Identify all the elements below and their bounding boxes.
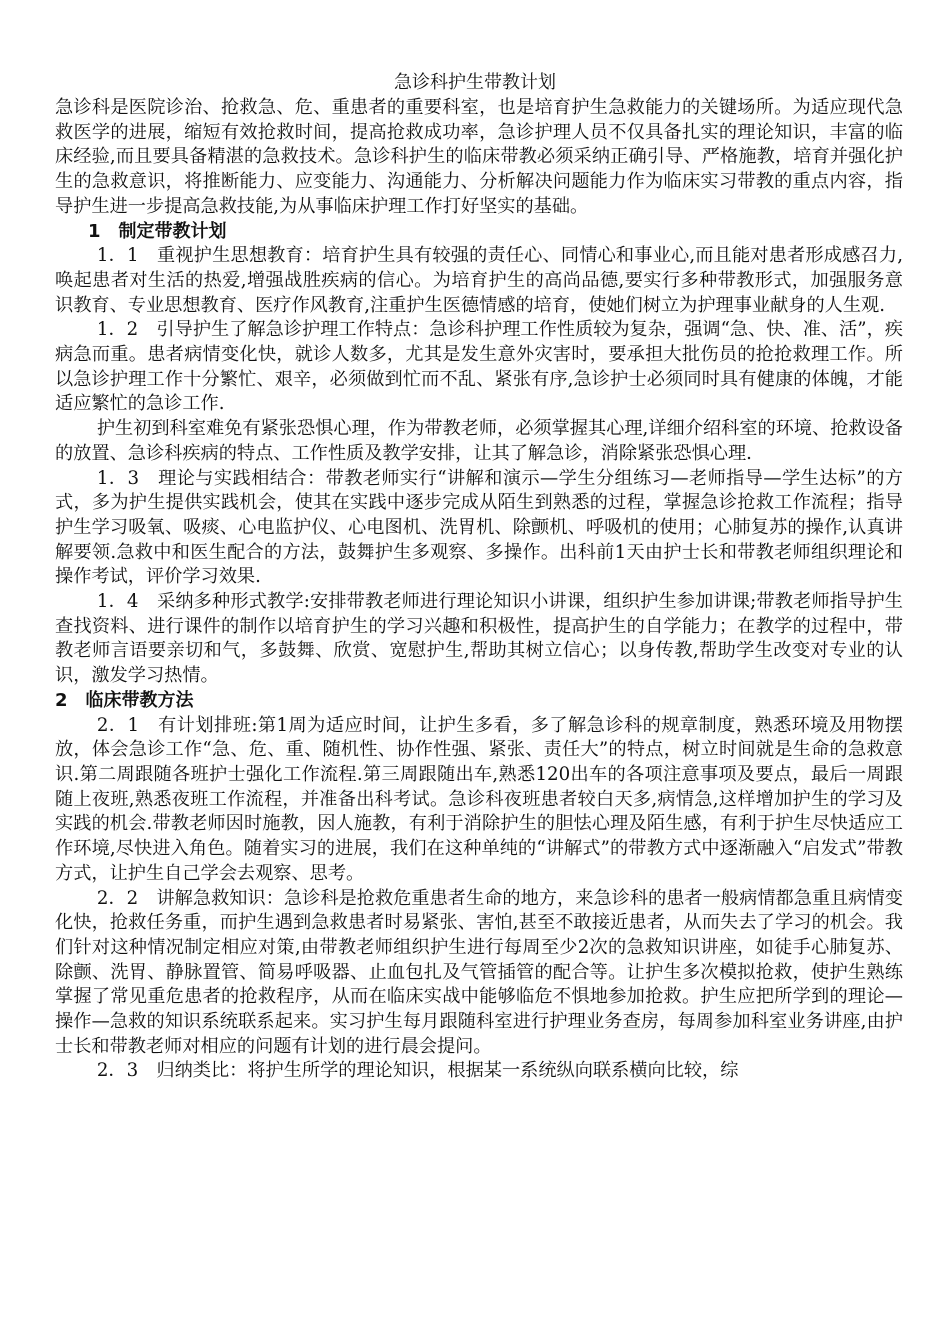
paragraph-2-1: 2．1 有计划排班:第1周为适应时间，让护生多看，多了解急诊科的规章制度，熟悉环境及用物摆放，体会急诊工作“急、危、重、随机性、协作性强、紧张、责任大”的特点，树立时间就是生命的急救意识.第二周跟随各班护士强化工作流程.第三周跟随出车,熟悉120出车的各项注意事项及要点，最后一周跟随上夜班,熟悉夜班工作流程，并准备出科考试。急诊科夜班患者较白天多,病情急,这样增加护生的学习及实践的机会.带教老师因时施教，因人施教，有利于消除护生的胆怯心理及陌生感，有利于护生尽快适应工作环境,尽快进入角色。随着实习的进展，我们在这种单纯的“讲解式”的带教方式中逐渐融入“启发式”带教方式，让护生自己学会去观察、思考。 (55, 714, 903, 884)
section-2-heading: 2 临床带教方法 (55, 689, 194, 711)
paragraph-2-3: 2．3 归纳类比：将护生所学的理论知识，根据某一系统纵向联系横向比较，综 (96, 1060, 739, 1082)
document-title: 急诊科护生带教计划 (394, 72, 556, 93)
section-1-heading: 1 制定带教计划 (88, 220, 227, 242)
paragraph-2-2: 2．2 讲解急救知识：急诊科是抢救危重患者生命的地方，来急诊科的患者一般病情都急重且病情变化快，抢救任务重，而护生遇到急救患者时易紧张、害怕,甚至不敢接近患者，从而失去了学习的机会。我们针对这种情况制定相应对策,由带教老师组织护生进行每周至少2次的急救知识讲座，如徒手心肺复苏、除颤、洗胃、静脉置管、简易呼吸器、止血包扎及气管插管的配合等。让护生多次模拟抢救，使护生熟练掌握了常见重危患者的抢救程序，从而在临床实战中能够临危不惧地参加抢救。护生应把所学到的理论—操作—急救的知识系统联系起来。实习护生每月跟随科室进行护理业务查房，每周参加科室业务讲座,由护士长和带教老师对相应的问题有计划的进行晨会提问。 (55, 887, 903, 1057)
intro-paragraph: 急诊科是医院诊治、抢救急、危、重患者的重要科室，也是培育护生急救能力的关键场所。为适应现代急救医学的进展，缩短有效抢救时间，提高抢救成功率，急诊护理人员不仅具备扎实的理论知识，丰富的临床经验,而且要具备精湛的急救技术。急诊科护生的临床带教必须采纳正确引导、严格施教，培育并强化护生的急救意识，将推断能力、应变能力、沟通能力、分析解决问题能力作为临床实习带教的重点内容，指导护生进一步提高急救技能,为从事临床护理工作打好坚实的基础。 (55, 97, 903, 217)
paragraph-1-1: 1．1 重视护生思想教育：培育护生具有较强的责任心、同情心和事业心,而且能对患者形成感召力,唤起患者对生活的热爱,增强战胜疾病的信心。为培育护生的高尚品德,要实行多种带教形式，加强服务意识教育、专业思想教育、医疗作风教育,注重护生医德情感的培育，使她们树立为护理事业献身的人生观. (55, 245, 903, 316)
document-body (55, 96, 903, 1084)
paragraph-1-3: 1．3 理论与实践相结合：带教老师实行“讲解和演示—学生分组练习—老师指导—学生达标”的方式，多为护生提供实践机会，使其在实践中逐步完成从陌生到熟悉的过程，掌握急诊抢救工作流程；指导护生学习吸氧、吸痰、心电监护仪、心电图机、洗胃机、除颤机、呼吸机的使用；心肺复苏的操作,认真讲解要领.急救中和医生配合的方法，鼓舞护生多观察、多操作。出科前1天由护士长和带教老师组织理论和操作考试，评价学习效果. (55, 467, 903, 588)
paragraph-1-2: 1．2 引导护生了解急诊护理工作特点：急诊科护理工作性质较为复杂，强调“急、快、准、活”，疾病急而重。患者病情变化快，就诊人数多，尤其是发生意外灾害时，要承担大批伤员的抢抢救理工作。所以急诊护理工作十分繁忙、艰辛，必须做到忙而不乱、紧张有序,急诊护士必须同时具有健康的体魄，才能适应繁忙的急诊工作. (55, 319, 903, 415)
paragraph-1-2-continued: 护生初到科室难免有紧张恐惧心理，作为带教老师，必须掌握其心理,详细介绍科室的环境、抢救设备的放置、急诊科疾病的特点、工作性质及教学安排，让其了解急诊，消除紧张恐惧心理. (55, 418, 903, 464)
paragraph-1-4: 1．4 采纳多种形式教学:安排带教老师进行理论知识小讲课，组织护生参加讲课;带教老师指导护生查找资料、进行课件的制作以培育护生的学习兴趣和积极性，提高护生的自学能力；在教学的过程中，带教老师言语要亲切和气，多鼓舞、欣赏、宽慰护生,帮助其树立信心；以身传教,帮助学生改变对专业的认识，激发学习热情。 (55, 591, 903, 687)
